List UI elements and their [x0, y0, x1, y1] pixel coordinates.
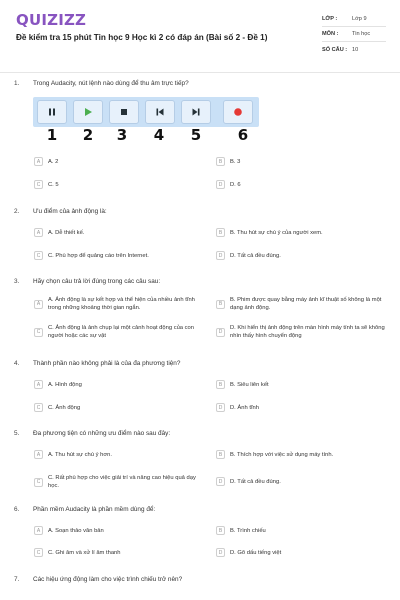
answer-option[interactable] — [216, 403, 386, 412]
option-text: D. 6 — [230, 181, 241, 188]
answer-option[interactable] — [34, 474, 204, 490]
option-text: A. Thu hút sự chú ý hơn. — [48, 451, 112, 458]
option-text: B. Thích hợp với việc sử dụng máy tính. — [230, 451, 334, 458]
option-letter-box[interactable]: A — [34, 526, 43, 535]
answer-option[interactable] — [34, 251, 204, 260]
skip-back-icon — [145, 100, 175, 124]
header-divider — [0, 72, 400, 73]
question-text: Đa phương tiện có những ưu điểm nào sau đây: — [33, 430, 171, 437]
option-text: C. 5 — [48, 181, 59, 188]
question-number: 5. — [14, 430, 20, 437]
answer-option[interactable] — [216, 157, 386, 166]
option-text: B. Thu hút sự chú ý của người xem. — [230, 229, 323, 236]
option-letter-box[interactable]: B — [216, 380, 225, 389]
option-text: B. Phim được quay bằng máy ảnh kĩ thuật số không là một dạng ảnh động. — [230, 297, 382, 311]
option-letter-box[interactable]: A — [34, 300, 43, 309]
answer-option[interactable] — [216, 548, 386, 557]
quizizz-logo: QUIZIZZ — [16, 11, 87, 29]
media-toolbar-image — [33, 97, 259, 127]
option-text: B. 3 — [230, 158, 241, 165]
answer-option[interactable] — [34, 450, 204, 459]
button-number-3: 3 — [116, 126, 128, 144]
question-text: Các hiệu ứng động làm cho việc trình chiếu trở nên? — [33, 576, 183, 583]
option-text: D. Gõ dấu tiếng việt — [230, 549, 282, 556]
button-number-1: 1 — [46, 126, 58, 144]
option-letter-box[interactable]: D — [216, 548, 225, 557]
option-text: A. Dễ thiết kế. — [48, 229, 85, 236]
info-row-class — [322, 12, 386, 27]
option-text: D. Tất cả đều đúng. — [230, 252, 281, 259]
option-letter-box[interactable]: D — [216, 251, 225, 260]
option-letter-box[interactable]: D — [216, 403, 225, 412]
button-number-5: 5 — [190, 126, 202, 144]
answer-option[interactable] — [216, 324, 386, 340]
button-number-4: 4 — [153, 126, 165, 144]
question-text: Ưu điểm của ảnh động là: — [33, 208, 107, 215]
option-letter-box[interactable]: C — [34, 180, 43, 189]
answer-option[interactable] — [34, 526, 204, 535]
option-letter-box[interactable]: B — [216, 526, 225, 535]
question-number: 3. — [14, 278, 20, 285]
question-text: Phần mềm Audacity là phần mềm dùng để: — [33, 506, 156, 513]
option-text: C. Ảnh động — [48, 404, 81, 411]
info-row-question-count — [322, 42, 386, 57]
answer-option[interactable] — [34, 180, 204, 189]
option-letter-box[interactable]: A — [34, 228, 43, 237]
stop-icon — [109, 100, 139, 124]
answer-option[interactable] — [216, 450, 386, 459]
option-text: D. Tất cả đều đúng. — [230, 478, 281, 485]
answer-option[interactable] — [34, 403, 204, 412]
question-number: 6. — [14, 506, 20, 513]
option-text: B. Siêu liên kết — [230, 381, 269, 388]
page-header — [0, 0, 400, 72]
option-letter-box[interactable]: A — [34, 380, 43, 389]
option-letter-box[interactable]: B — [216, 157, 225, 166]
info-value: 10 — [352, 46, 359, 53]
answer-option[interactable] — [34, 548, 204, 557]
option-text: A. Hình động — [48, 381, 82, 388]
question-text: Thành phần nào không phải là của đa phương tiện? — [33, 360, 181, 367]
info-key: MÔN : — [322, 31, 339, 37]
info-key: LỚP : — [322, 16, 338, 22]
option-text: C. Phù hợp để quảng cáo trên Internet. — [48, 252, 149, 259]
option-text: B. Trình chiếu — [230, 527, 266, 534]
option-letter-box[interactable]: D — [216, 328, 225, 337]
info-value: Tin học — [352, 31, 371, 37]
question-number: 7. — [14, 576, 20, 583]
option-letter-box[interactable]: A — [34, 157, 43, 166]
option-letter-box[interactable]: C — [34, 548, 43, 557]
answer-option[interactable] — [34, 228, 204, 237]
button-number-6: 6 — [237, 126, 249, 144]
document-title: Đề kiểm tra 15 phút Tin học 9 Học kì 2 có đáp án (Bài số 2 - Đề 1) — [16, 33, 268, 42]
answer-option[interactable] — [216, 251, 386, 260]
play-icon — [73, 100, 103, 124]
question-text: Hãy chọn câu trả lời đúng trong các câu sau: — [33, 278, 161, 285]
answer-option[interactable] — [216, 526, 386, 535]
answer-option[interactable] — [34, 324, 204, 340]
option-letter-box[interactable]: D — [216, 180, 225, 189]
info-row-subject — [322, 27, 386, 42]
option-text: D. Ảnh tĩnh — [230, 404, 260, 411]
answer-option[interactable] — [34, 157, 204, 166]
answer-option[interactable] — [216, 296, 386, 312]
option-letter-box[interactable]: B — [216, 300, 225, 309]
answer-option[interactable] — [216, 380, 386, 389]
option-letter-box[interactable]: D — [216, 477, 225, 486]
option-letter-box[interactable]: C — [34, 403, 43, 412]
option-text: A. Soạn thảo văn bản — [48, 527, 104, 534]
answer-option[interactable] — [34, 296, 204, 312]
button-number-2: 2 — [82, 126, 94, 144]
info-table — [322, 12, 386, 57]
option-text: A. Ảnh động là sự kết hợp và thể hiện của nhiều ảnh tĩnh trong những khoảng thời gian ngắn. — [48, 297, 195, 311]
question-text: Trong Audacity, nút lệnh nào dùng để thu âm trực tiếp? — [33, 80, 189, 87]
info-value: Lớp 9 — [352, 16, 367, 22]
option-letter-box[interactable]: C — [34, 251, 43, 260]
answer-option[interactable] — [216, 477, 386, 486]
option-text: A. 2 — [48, 158, 59, 165]
option-letter-box[interactable]: A — [34, 450, 43, 459]
question-number: 1. — [14, 80, 20, 87]
answer-option[interactable] — [216, 228, 386, 237]
option-letter-box[interactable]: B — [216, 228, 225, 237]
option-letter-box[interactable]: C — [34, 328, 43, 337]
option-text: D. Khi hiển thị ảnh động trên màn hình máy tính ta sẽ không nhìn thấy hình chuyển động — [230, 325, 385, 339]
option-text: C. Rất phù hợp cho việc giải trí và nâng cao hiệu quả dạy học. — [48, 475, 196, 489]
answer-option[interactable] — [34, 380, 204, 389]
answer-option[interactable] — [216, 180, 386, 189]
option-letter-box[interactable]: C — [34, 478, 43, 487]
record-icon — [223, 100, 253, 124]
option-text: C. Ảnh động là ảnh chụp lại một cảnh hoạt động của con người hoặc các sự vật — [48, 325, 194, 339]
option-text: C. Ghi âm và xử lí âm thanh — [48, 549, 121, 556]
question-number: 4. — [14, 360, 20, 367]
pause-icon — [37, 100, 67, 124]
info-key: SỐ CÂU : — [322, 46, 348, 53]
option-letter-box[interactable]: B — [216, 450, 225, 459]
question-number: 2. — [14, 208, 20, 215]
skip-forward-icon — [181, 100, 211, 124]
